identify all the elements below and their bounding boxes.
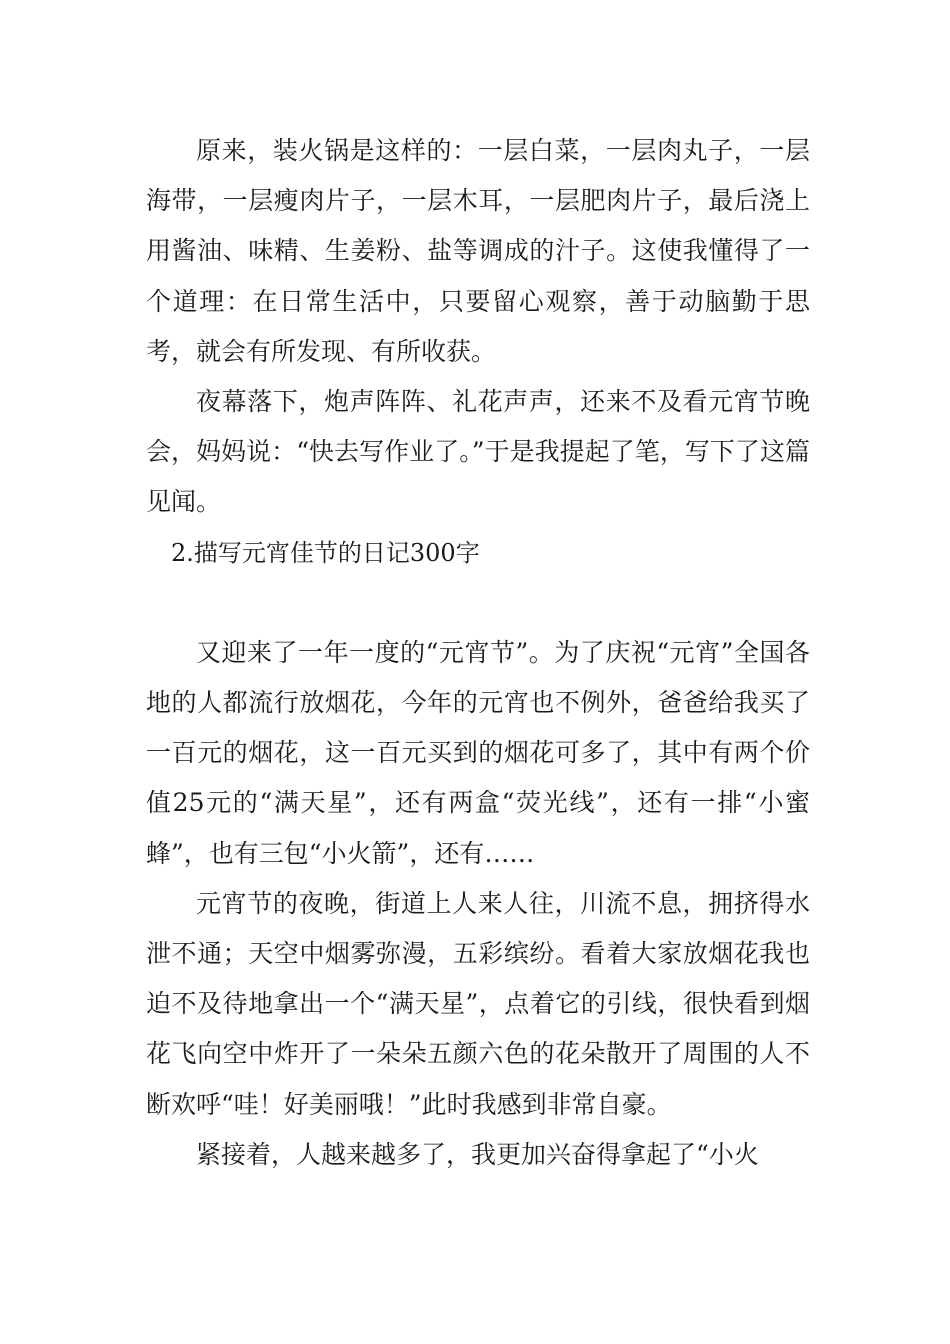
- blank-line: [146, 578, 810, 628]
- paragraph-festival-night: 元宵节的夜晚，街道上人来人往，川流不息，拥挤得水泄不通；天空中烟雾弥漫，五彩缤纷。看着大家放烟花我也迫不及待地拿出一个“满天星”，点着它的引线，很快看到烟花飞向空中炸开了一朵朵五颜六色的花朵散开了周围的人不断欢呼“哇！好美丽哦！”此时我感到非常自豪。: [146, 888, 810, 1119]
- paragraph-rocket: 紧接着，人越来越多了，我更加兴奋得拿起了“小火: [196, 1139, 759, 1169]
- section-heading: 2.描写元宵佳节的日记300字: [171, 538, 480, 567]
- paragraph-lantern-festival: 又迎来了一年一度的“元宵节”。为了庆祝“元宵”全国各地的人都流行放烟花，今年的元宵也不例外，爸爸给我买了一百元的烟花，这一百元买到的烟花可多了，其中有两个价值25元的“满天星”，还有两盒“荧光线”，还有一排“小蜜蜂”，也有三包“小火箭”，还有……: [146, 637, 811, 868]
- paragraph-hotpot-layers: 原来，装火锅是这样的：一层白菜，一层肉丸子，一层海带，一层瘦肉片子，一层木耳，一层肥肉片子，最后浇上用酱油、味精、生姜粉、盐等调成的汁子。这使我懂得了一个道理：在日常生活中，只要留心观察，善于动脑勤于思考，就会有所发现、有所收获。: [146, 136, 810, 366]
- paragraph-nightfall: 夜幕落下，炮声阵阵、礼花声声，还来不及看元宵节晚会，妈妈说：“快去写作业了。”于是我提起了笔，写下了这篇见闻。: [146, 387, 810, 517]
- document-body: [146, 126, 810, 1180]
